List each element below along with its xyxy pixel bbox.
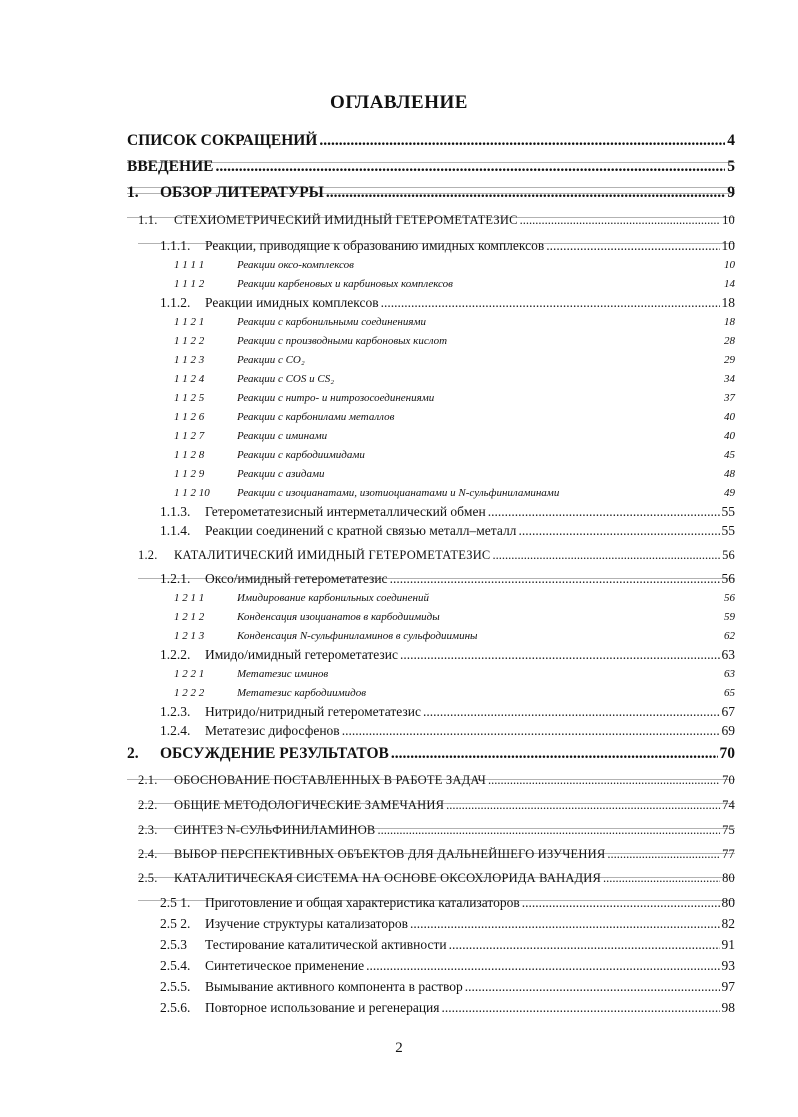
toc-entry[interactable]	[160, 647, 735, 668]
toc-entry-page: 18	[721, 295, 735, 310]
toc-entry-page: 55	[721, 523, 735, 538]
toc-entry-title: Реакции карбеновых и карбиновых комплексов	[237, 278, 453, 290]
toc-entry[interactable]	[174, 316, 735, 335]
toc-entry-number: 1 2 2 1	[174, 668, 205, 680]
toc-entry-page: 34	[724, 373, 735, 385]
toc-entry-number: 1.1.4.	[160, 523, 191, 538]
toc-entry[interactable]	[174, 430, 735, 449]
toc-entry-page: 62	[724, 630, 735, 642]
toc-entry-page: 70	[722, 773, 735, 787]
toc-entry-title: Реакции имидных комплексов	[205, 295, 379, 310]
toc-entry-title: ОБСУЖДЕНИЕ РЕЗУЛЬТАТОВ	[160, 745, 389, 762]
toc-entry-title: Имидирование карбонильных соединений	[237, 592, 429, 604]
toc-leader-dots	[377, 823, 720, 838]
toc-leader-dots	[442, 1000, 720, 1016]
toc-leader-dots	[607, 847, 720, 862]
toc-entry-page: 40	[724, 430, 735, 442]
toc-entry-page: 10	[721, 238, 735, 253]
toc-entry-title: КАТАЛИТИЧЕСКАЯ СИСТЕМА НА ОСНОВЕ ОКСОХЛОРИДА ВАНАДИЯ	[174, 871, 602, 885]
toc-entry-page: 82	[721, 916, 735, 931]
toc-entry-number: 1.2.1.	[160, 571, 191, 586]
toc-entry[interactable]	[138, 823, 735, 844]
toc-leader-dots	[546, 238, 719, 254]
toc-entry-title: Изучение структуры катализаторов	[205, 916, 409, 931]
toc-entry-title: ВЫБОР ПЕРСПЕКТИВНЫХ ОБЪЕКТОВ ДЛЯ ДАЛЬНЕЙШЕГО ИЗУЧЕНИЯ	[174, 847, 606, 861]
toc-entry-title: Конденсация изоцианатов в карбодиимиды	[237, 611, 440, 623]
toc-entry-number: 1 1 1 2	[174, 278, 205, 290]
toc-entry-page: 14	[724, 278, 735, 290]
toc-leader-dots	[319, 132, 725, 150]
toc-entry-title: Приготовление и общая характеристика катализаторов	[205, 895, 520, 910]
toc-entry-number: 1 1 2 3	[174, 354, 205, 366]
toc-entry-title: ВВЕДЕНИЕ	[127, 158, 214, 175]
toc-entry[interactable]	[138, 871, 735, 892]
toc-entry-page: 55	[721, 504, 735, 519]
toc-entry-page: 97	[721, 979, 735, 994]
toc-entry-page: 91	[721, 937, 735, 952]
toc-entry-number: 1.2.	[138, 548, 158, 562]
toc-entry-page: 10	[724, 259, 735, 271]
toc-leader-dots	[603, 871, 720, 886]
toc-entry-number: 1.1.2.	[160, 295, 191, 310]
section-divider	[138, 877, 735, 878]
toc-entry-number: 1 2 2 2	[174, 687, 205, 699]
toc-entry-page: 59	[724, 611, 735, 623]
toc-entry[interactable]	[138, 847, 735, 868]
toc-entry-title: СПИСОК СОКРАЩЕНИЙ	[127, 132, 318, 149]
toc-entry-page: 40	[724, 411, 735, 423]
toc-entry[interactable]	[138, 773, 735, 794]
toc-entry-number: 2.5.	[138, 871, 158, 885]
toc-entry-title: ОБОСНОВАНИЕ ПОСТАВЛЕННЫХ В РАБОТЕ ЗАДАЧ	[174, 773, 486, 787]
toc-entry-title: Тестирование каталитической активности	[205, 937, 447, 952]
toc-entry[interactable]	[160, 895, 735, 916]
toc-entry-title: Гетерометатезисный интерметаллический обмен	[205, 504, 486, 519]
toc-entry-title: Реакции с карбодиимидами	[237, 449, 365, 461]
toc-entry-number: 2.3.	[138, 823, 158, 837]
toc-entry[interactable]	[174, 354, 735, 373]
toc-entry-page: 77	[722, 847, 735, 861]
toc-entry[interactable]	[138, 798, 735, 819]
toc-entry[interactable]	[174, 335, 735, 354]
toc-entry-number: 1 1 2 2	[174, 335, 205, 347]
toc-entry[interactable]	[174, 468, 735, 487]
toc-entry-page: 98	[721, 1000, 735, 1015]
toc-entry-page: 45	[724, 449, 735, 461]
toc-leader-dots	[492, 548, 720, 563]
section-divider	[127, 217, 735, 218]
toc-entry-title: Метатезис карбодиимидов	[237, 687, 366, 699]
toc-leader-dots	[215, 158, 725, 176]
toc-entry-title: Конденсация N-сульфиниламинов в сульфодиимины	[237, 630, 478, 642]
toc-entry[interactable]	[138, 548, 735, 569]
toc-entry-page: 4	[727, 132, 735, 149]
toc-entry-number: 1 1 2 10	[174, 487, 210, 499]
toc-entry-page: 29	[724, 354, 735, 366]
toc-entry-title: Оксо/имидный гетерометатезис	[205, 571, 388, 586]
toc-entry-number: 1.1.3.	[160, 504, 191, 519]
toc-entry[interactable]	[160, 916, 735, 937]
section-divider	[138, 243, 735, 244]
toc-entry-title: ОБЩИЕ МЕТОДОЛОГИЧЕСКИЕ ЗАМЕЧАНИЯ	[174, 798, 445, 812]
section-divider	[138, 900, 735, 901]
toc-entry[interactable]	[160, 958, 735, 979]
toc-leader-dots	[518, 523, 719, 539]
toc-entry-number: 2.5 1.	[160, 895, 191, 910]
toc-entry[interactable]	[160, 704, 735, 725]
toc-entry-number: 1 2 1 1	[174, 592, 205, 604]
toc-entry[interactable]	[174, 668, 735, 687]
toc-entry-number: 2.	[127, 745, 139, 762]
toc-entry-page: 69	[721, 723, 735, 738]
toc-entry[interactable]	[174, 411, 735, 430]
toc-entry-page: 56	[721, 571, 735, 586]
section-divider	[138, 853, 735, 854]
toc-entry-page: 49	[724, 487, 735, 499]
toc-entry[interactable]	[174, 611, 735, 630]
toc-entry-title: Реакции с изоцианатами, изотиоцианатами и N-сульфиниламинами	[237, 487, 560, 499]
toc-entry-title: Реакции с нитро- и нитрозосоединениями	[237, 392, 435, 404]
toc-leader-dots	[488, 504, 720, 520]
toc-entry-title: Реакции оксо-комплексов	[237, 259, 354, 271]
toc-entry-page: 9	[727, 184, 735, 201]
toc-entry-title: Реакции соединений с кратной связью металл–металл	[205, 523, 517, 538]
toc-entry[interactable]	[174, 259, 735, 278]
toc-entry-number: 1 1 2 6	[174, 411, 205, 423]
toc-entry-title: СТЕХИОМЕТРИЧЕСКИЙ ИМИДНЫЙ ГЕТЕРОМЕТАТЕЗИС	[174, 213, 518, 227]
toc-entry-number: 2.5 2.	[160, 916, 191, 931]
toc-entry[interactable]	[174, 449, 735, 468]
toc-entry-number: 1.1.1.	[160, 238, 191, 253]
toc-leader-dots	[465, 979, 720, 995]
toc-entry[interactable]	[160, 571, 735, 592]
toc-entry-page: 37	[724, 392, 735, 404]
toc-entry-page: 56	[722, 548, 735, 562]
toc-entry[interactable]	[160, 1000, 735, 1021]
toc-entry-number: 2.5.4.	[160, 958, 191, 973]
toc-entry-title: СИНТЕЗ N-СУЛЬФИНИЛАМИНОВ	[174, 823, 376, 837]
toc-leader-dots	[446, 798, 720, 813]
toc-leader-dots	[410, 916, 719, 932]
toc-entry-number: 2.2.	[138, 798, 158, 812]
toc-entry-title: Вымывание активного компонента в раствор	[205, 979, 463, 994]
toc-entry[interactable]	[160, 937, 735, 958]
toc-leader-dots	[449, 937, 720, 953]
toc-entry-number: 1.	[127, 184, 139, 201]
toc-entry[interactable]	[160, 504, 735, 525]
toc-entry-number: 1 2 1 2	[174, 611, 205, 623]
toc-leader-dots	[390, 571, 720, 587]
toc-entry-page: 80	[722, 871, 735, 885]
toc-entry-title: Метатезис иминов	[237, 668, 329, 680]
toc-entry-page: 70	[719, 745, 735, 762]
toc-entry-title: Нитридо/нитридный гетерометатезис	[205, 704, 421, 719]
toc-leader-dots	[391, 745, 718, 763]
toc-entry-page: 93	[721, 958, 735, 973]
toc-entry-number: 1 1 2 5	[174, 392, 205, 404]
toc-entry-title: Реакции с азидами	[237, 468, 325, 480]
toc-leader-dots	[342, 723, 720, 739]
toc-leader-dots	[400, 647, 720, 663]
toc-entry-page: 63	[724, 668, 735, 680]
toc-entry-page: 48	[724, 468, 735, 480]
toc-entry-number: 1.2.3.	[160, 704, 191, 719]
toc-entry-number: 2.5.6.	[160, 1000, 191, 1015]
toc-entry-number: 1 1 1 1	[174, 259, 205, 271]
toc-leader-dots	[366, 958, 719, 974]
toc-entry-title: Реакции с карбонильными соединениями	[237, 316, 426, 328]
toc-entry-number: 2.4.	[138, 847, 158, 861]
toc-entry[interactable]	[174, 392, 735, 411]
section-divider	[138, 803, 735, 804]
page-number: 2	[395, 1040, 403, 1056]
toc-entry[interactable]	[160, 523, 735, 544]
toc-entry[interactable]	[160, 723, 735, 744]
section-divider	[138, 578, 735, 579]
toc-entry-number: 1 1 2 9	[174, 468, 205, 480]
toc-leader-dots	[488, 773, 720, 788]
toc-entry-page: 10	[722, 213, 735, 227]
toc-entry[interactable]	[127, 132, 735, 156]
toc-entry-page: 67	[721, 704, 735, 719]
toc-entry-page: 63	[721, 647, 735, 662]
section-divider	[138, 828, 735, 829]
toc-entry-page: 18	[724, 316, 735, 328]
section-divider	[127, 779, 735, 780]
toc-entry-number: 1 1 2 4	[174, 373, 205, 385]
toc-entry[interactable]	[174, 592, 735, 611]
toc-leader-dots	[423, 704, 720, 720]
page-title: ОГЛАВЛЕНИЕ	[330, 92, 468, 113]
toc-entry[interactable]	[160, 238, 735, 259]
toc-entry-number: 1.2.4.	[160, 723, 191, 738]
toc-leader-dots	[520, 213, 720, 228]
toc-entry-number: 2.1.	[138, 773, 158, 787]
toc-entry-title: Имидо/имидный гетерометатезис	[205, 647, 398, 662]
toc-entry[interactable]	[127, 745, 735, 769]
toc-entry-number: 1 1 2 8	[174, 449, 205, 461]
toc-entry-title: Реакции с производными карбоновых кислот	[237, 335, 448, 347]
toc-entry-title: ОБЗОР ЛИТЕРАТУРЫ	[160, 184, 324, 201]
toc-entry-title: Повторное использование и регенерация	[205, 1000, 440, 1015]
toc-entry-page: 74	[722, 798, 735, 812]
toc-entry-number: 1 2 1 3	[174, 630, 205, 642]
toc-entry[interactable]	[160, 979, 735, 1000]
toc-leader-dots	[522, 895, 720, 911]
toc-entry-title: Метатезис дифосфенов	[205, 723, 340, 738]
toc-entry-title: Синтетическое применение	[205, 958, 365, 973]
section-divider	[127, 187, 735, 188]
toc-entry-title: Реакции с карбонилами металлов	[237, 411, 395, 423]
toc-entry-title: Реакции с иминами	[237, 430, 328, 442]
toc-entry-title: КАТАЛИТИЧЕСКИЙ ИМИДНЫЙ ГЕТЕРОМЕТАТЕЗИС	[174, 548, 491, 562]
toc-entry-page: 28	[724, 335, 735, 347]
toc-entry-number: 2.5.5.	[160, 979, 191, 994]
toc-entry-page: 65	[724, 687, 735, 699]
section-divider	[127, 193, 735, 194]
toc-entry-page: 56	[724, 592, 735, 604]
toc-entry[interactable]	[174, 373, 735, 392]
toc-entry-title: Реакции, приводящие к образованию имидных комплексов	[205, 238, 545, 253]
toc-entry-number: 1 1 2 7	[174, 430, 205, 442]
toc-entry[interactable]	[160, 295, 735, 316]
toc-entry-number: 1.2.2.	[160, 647, 191, 662]
toc-entry-page: 75	[722, 823, 735, 837]
toc-entry-title: Реакции с COS и CS₂	[237, 373, 335, 385]
toc-entry-number: 1 1 2 1	[174, 316, 205, 328]
toc-entry-number: 1.1.	[138, 213, 158, 227]
toc-entry-title: Реакции с CO₂	[237, 354, 305, 366]
toc-entry-page: 80	[721, 895, 735, 910]
toc-entry-number: 2.5.3	[160, 937, 187, 952]
toc-leader-dots	[381, 295, 720, 311]
toc-entry-page: 5	[727, 158, 735, 175]
section-divider	[127, 162, 735, 163]
